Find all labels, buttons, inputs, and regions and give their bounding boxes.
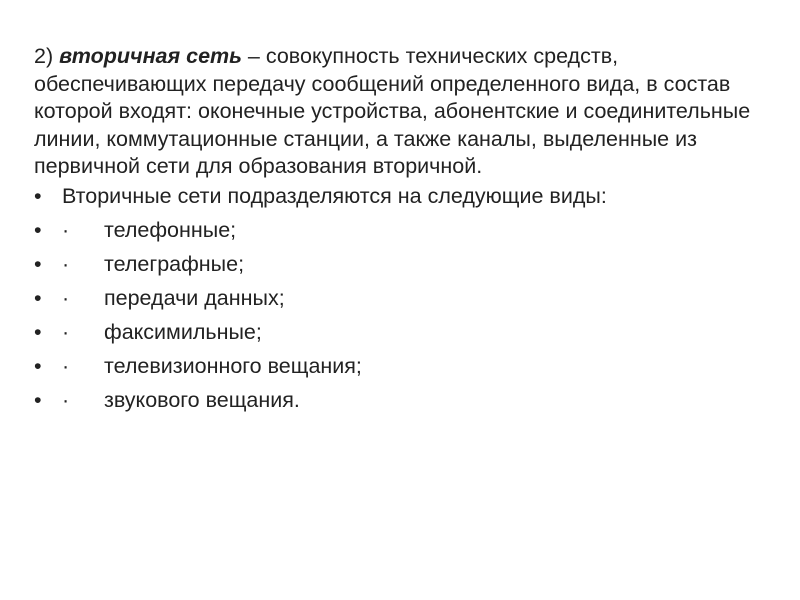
- list-intro-text: Вторичные сети подразделяются на следующие виды:: [62, 183, 607, 208]
- list-item-text: факсимильные;: [104, 319, 262, 344]
- bullet-icon: •: [34, 387, 42, 412]
- list-item: [34, 353, 764, 381]
- sub-marker-icon: ·: [62, 285, 70, 310]
- bullet-icon: •: [34, 251, 42, 276]
- list-item-text: телеграфные;: [104, 251, 245, 276]
- defined-term: вторичная сеть: [59, 44, 242, 68]
- list-item: [34, 251, 764, 279]
- list-item: [34, 285, 764, 313]
- sub-marker-icon: ·: [62, 353, 70, 378]
- sub-marker-icon: ·: [62, 387, 70, 412]
- list-item-text: телевизионного вещания;: [104, 353, 362, 378]
- bullet-icon: •: [34, 285, 42, 310]
- list-item: [34, 319, 764, 347]
- bullet-icon: •: [34, 183, 42, 208]
- list-item: [34, 387, 764, 415]
- list-intro-item: [34, 183, 764, 211]
- network-types-list: [34, 183, 764, 415]
- definition-paragraph: [34, 43, 764, 181]
- list-item-text: звукового вещания.: [104, 387, 300, 412]
- definition-text: – совокупность технических средств, обеспечивающих передачу сообщений определенного вида, в состав которой входят: оконечные устройства, абонентские и соединительные линии, коммутационные станции, а также каналы, выделенные из первичной сети для образования вторичной.: [34, 44, 751, 178]
- list-item-text: передачи данных;: [104, 285, 285, 310]
- bullet-icon: •: [34, 319, 42, 344]
- paragraph-number: 2): [34, 44, 60, 68]
- list-item: [34, 217, 764, 245]
- list-item-text: телефонные;: [104, 217, 237, 242]
- bullet-icon: •: [34, 217, 42, 242]
- sub-marker-icon: ·: [62, 251, 70, 276]
- sub-marker-icon: ·: [62, 217, 70, 242]
- slide-content: [34, 43, 764, 421]
- bullet-icon: •: [34, 353, 42, 378]
- sub-marker-icon: ·: [62, 319, 70, 344]
